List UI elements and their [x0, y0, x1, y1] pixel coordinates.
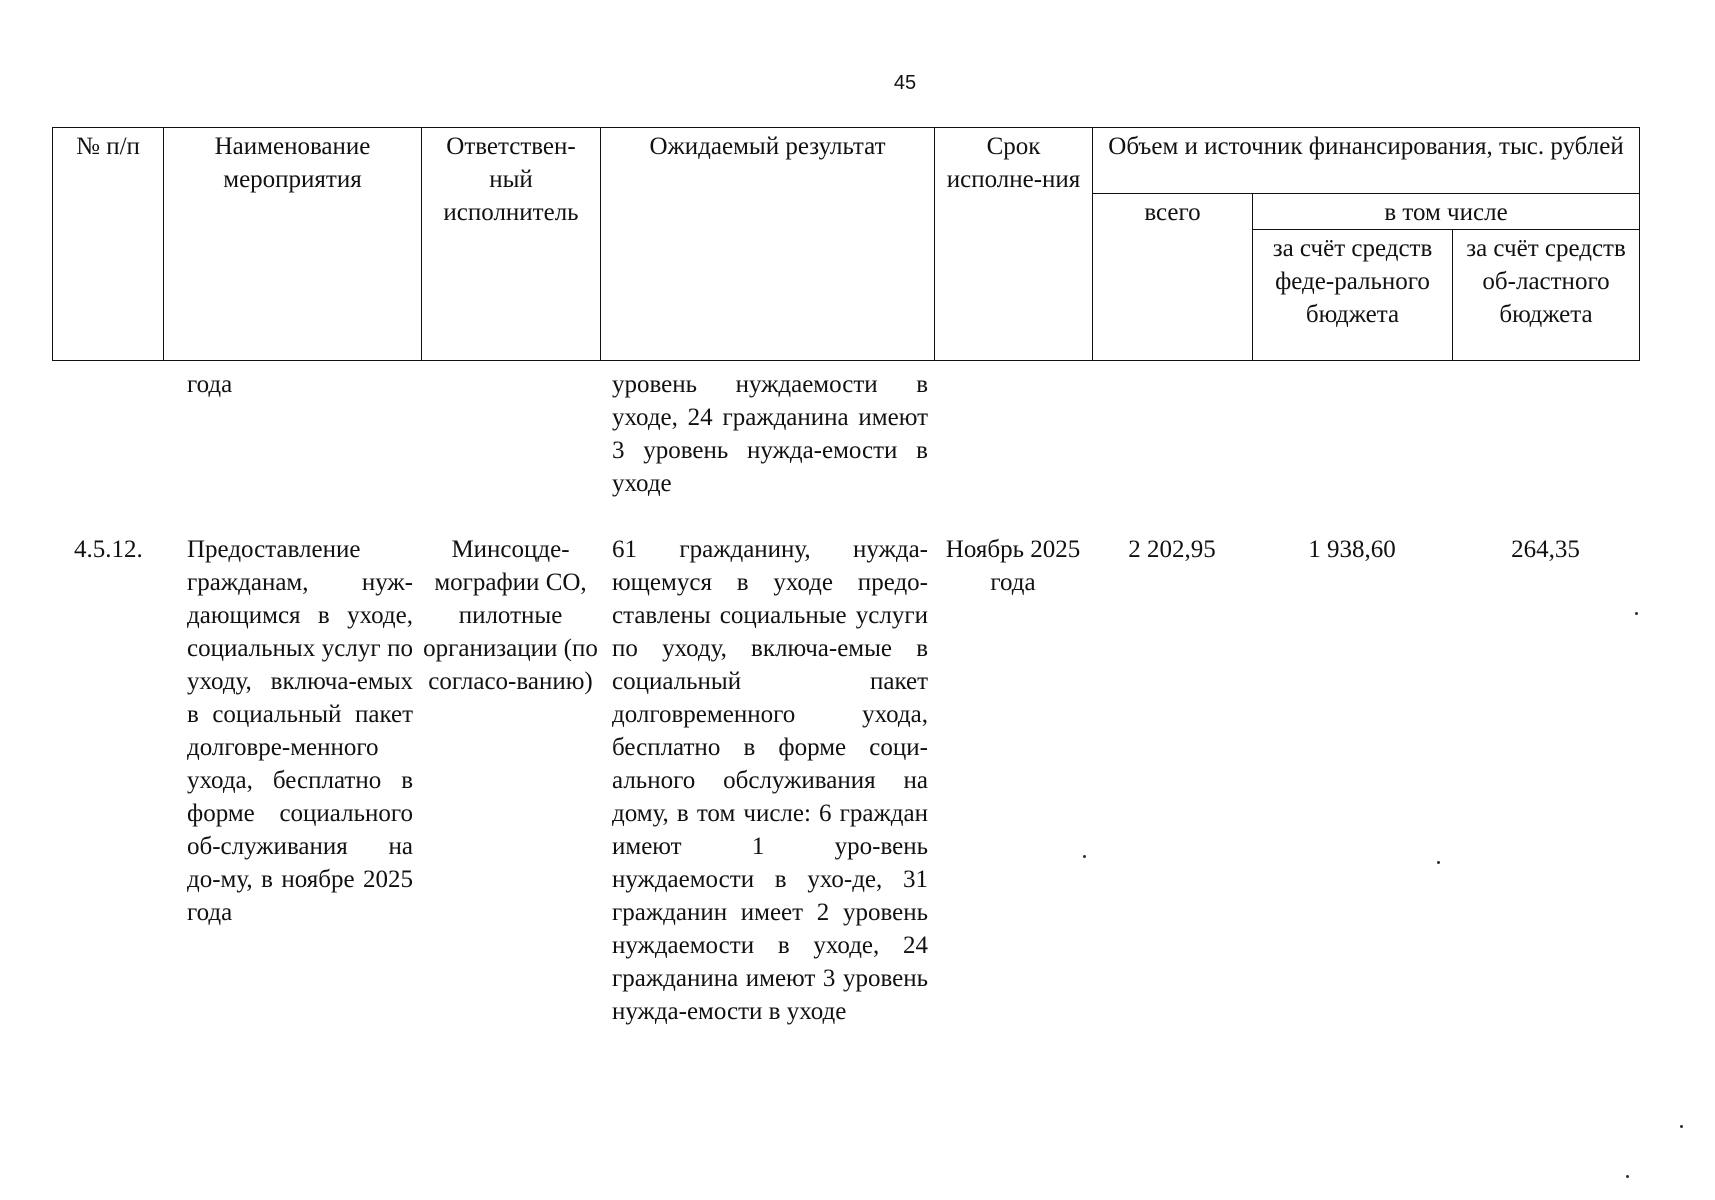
scan-speck	[1437, 861, 1440, 864]
header-including: в том числе	[1253, 194, 1640, 230]
cell-result: 61 гражданину, нужда-ющемуся в уходе предо-ставлены социальные услуги по уходу, включа-емые в социальный пакет долговременного ухода, бесплатно в форме соци-ального обслуживания на дому, в том числе: 6 граждан имеют 1 уро-вень нуждаемости в ухо-де, 31 гражданин имеет 2 уровень нуждаемости в уходе, 24 гражданина имеют 3 уровень нужда-емости в уходе	[612, 536, 928, 1025]
table-header	[52, 127, 1640, 361]
table-body	[52, 368, 1638, 1028]
table-row	[52, 533, 1638, 1028]
header-term: Срок исполне-ния	[935, 128, 1093, 361]
scan-speck	[1083, 855, 1086, 858]
header-responsible: Ответствен-ный исполнитель	[422, 128, 601, 361]
page-number: 45	[893, 72, 917, 94]
header-federal: за счёт средств феде-рального бюджета	[1253, 230, 1453, 361]
cell-num	[52, 368, 163, 500]
header-financing: Объем и источник финансирования, тыс. рублей	[1093, 128, 1640, 194]
header-regional: за счёт средств об-ластного бюджета	[1453, 230, 1640, 361]
cell-responsible: Минсоцде-мографии СО, пилотные организации (по согласо-ванию)	[423, 536, 598, 695]
cell-total	[1092, 368, 1252, 500]
header-num: № п/п	[53, 128, 164, 361]
cell-term	[934, 368, 1092, 500]
scan-speck	[1680, 1125, 1683, 1128]
cell-regional	[1452, 368, 1639, 500]
cell-num: 4.5.12.	[74, 536, 143, 563]
scan-speck	[1626, 1175, 1629, 1178]
cell-federal: 1 938,60	[1308, 536, 1396, 563]
cell-responsible	[421, 368, 600, 500]
header-total: всего	[1093, 194, 1253, 361]
cell-total: 2 202,95	[1128, 536, 1216, 563]
cell-term: Ноябрь 2025 года	[945, 536, 1081, 596]
cell-result: уровень нуждаемости в уходе, 24 гражданина имеют 3 уровень нужда-емости в уходе	[612, 371, 928, 497]
cell-name: Предоставление гражданам, нуж-дающимся в уходе, социальных услуг по уходу, включа-емых в социальный пакет долговре-менного ухода, бесплатно в форме социального об-служивания на до-му, в ноябре 2025 года	[187, 536, 413, 926]
table-row	[52, 368, 1638, 500]
cell-federal	[1252, 368, 1452, 500]
scan-speck	[1635, 612, 1638, 615]
cell-name: года	[187, 371, 233, 398]
header-name: Наименование мероприятия	[164, 128, 422, 361]
cell-regional: 264,35	[1511, 536, 1580, 563]
header-result: Ожидаемый результат	[601, 128, 935, 361]
